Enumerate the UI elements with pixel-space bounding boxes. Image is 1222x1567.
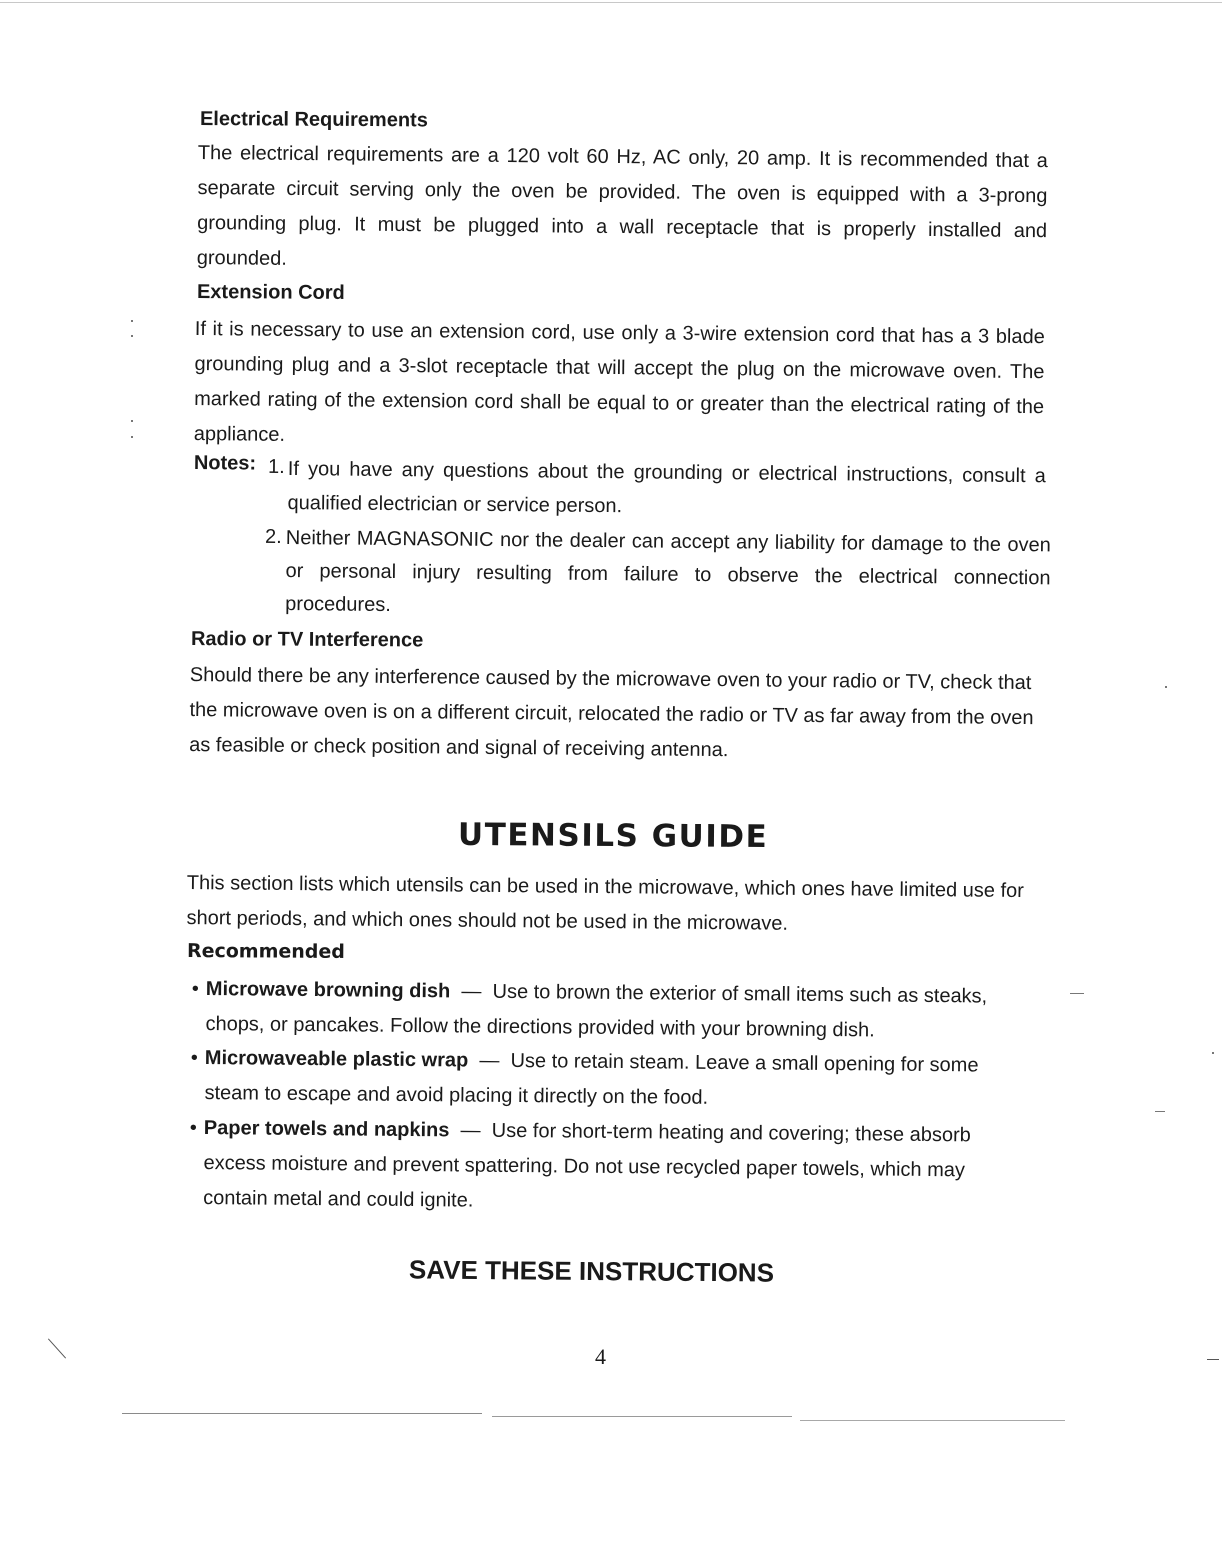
note-2-text: Neither MAGNASONIC nor the dealer can accept any liability for damage to the oven or personal injury resulting from failure to observe the electrical connection procedures. xyxy=(285,526,1051,617)
utensil-description: Use to brown the exterior of small items such as steaks, chops, or pancakes. Follow the directions provided with your browning dish. xyxy=(205,980,988,1042)
utensil-item xyxy=(190,1041,1035,1119)
extension-heading: Extension Cord xyxy=(196,281,345,304)
recommended-heading: Recommended xyxy=(186,940,346,963)
save-instructions-heading: SAVE THESE INSTRUCTIONS xyxy=(408,1254,775,1288)
interference-body: Should there be any interference caused by the microwave oven to your radio or TV, check that the microwave oven is on a different circuit, relocated the radio or TV as far away from the oven as feasible or check position and signal of receiving antenna. xyxy=(189,663,1034,762)
bullet-icon: • xyxy=(191,977,199,1000)
utensil-item xyxy=(189,1111,1024,1224)
bullet-icon: • xyxy=(190,1046,198,1069)
scan-speck xyxy=(131,436,133,438)
scan-speck xyxy=(1155,1111,1165,1112)
scan-line-bottom-3 xyxy=(800,1420,1065,1421)
bullet-icon: • xyxy=(189,1116,197,1139)
scan-mark-left xyxy=(48,1339,66,1359)
utensils-intro: This section lists which utensils can be used in the microwave, which ones have limited use for short periods, and which ones should not be used in the microwave. xyxy=(186,871,1024,935)
scan-line-bottom-1 xyxy=(122,1413,482,1414)
utensil-term: Microwaveable plastic wrap xyxy=(204,1046,469,1072)
note-1-number: 1. xyxy=(267,455,285,479)
scan-speck xyxy=(1070,993,1084,994)
scan-speck xyxy=(131,320,133,322)
utensil-description: Use for short-term heating and covering; these absorb excess moisture and prevent spattering. Do not use recycled paper towels, which may contain metal and could ignite. xyxy=(203,1119,971,1212)
page-number: 4 xyxy=(595,1344,606,1369)
utensil-term: Paper towels and napkins xyxy=(203,1116,450,1142)
note-2-number: 2. xyxy=(264,525,282,549)
utensil-item xyxy=(191,972,1046,1050)
interference-heading: Radio or TV Interference xyxy=(190,628,424,652)
scan-mark-right xyxy=(1207,1359,1219,1360)
note-1-text: If you have any questions about the grounding or electrical instructions, consult a qualified electrician or service person. xyxy=(287,457,1046,518)
notes-label: Notes: xyxy=(193,452,257,475)
utensil-term: Microwave browning dish xyxy=(205,977,451,1003)
electrical-body: The electrical requirements are a 120 volt 60 Hz, AC only, 20 amp. It is recommended that a separate circuit serving only the oven be provided. The oven is equipped with a 3-prong grounding plug. It must be plugged into a wall receptacle that is properly installed and grounded. xyxy=(196,141,1048,270)
dash-separator: — xyxy=(461,980,482,1003)
scan-speck xyxy=(1212,1052,1214,1054)
scan-speck xyxy=(131,420,133,422)
extension-body: If it is necessary to use an extension cord, use only a 3-wire extension cord that has a 3 blade grounding plug and a 3-slot receptacle that will accept the plug on the microwave oven. The marked rating of the extension cord shall be equal to or greater than the electrical rating of the appliance. xyxy=(193,317,1045,446)
scan-speck xyxy=(1165,686,1167,688)
scan-line-bottom-2 xyxy=(492,1416,792,1417)
utensil-description: Use to retain steam. Leave a small opening for some steam to escape and avoid placing it directly on the food. xyxy=(204,1049,979,1109)
scan-speck xyxy=(131,335,133,337)
dash-separator: — xyxy=(479,1049,500,1072)
electrical-heading: Electrical Requirements xyxy=(199,108,428,132)
dash-separator: — xyxy=(460,1119,481,1142)
scan-edge-top xyxy=(0,2,1222,3)
utensils-title: UTENSILS GUIDE xyxy=(457,816,769,856)
